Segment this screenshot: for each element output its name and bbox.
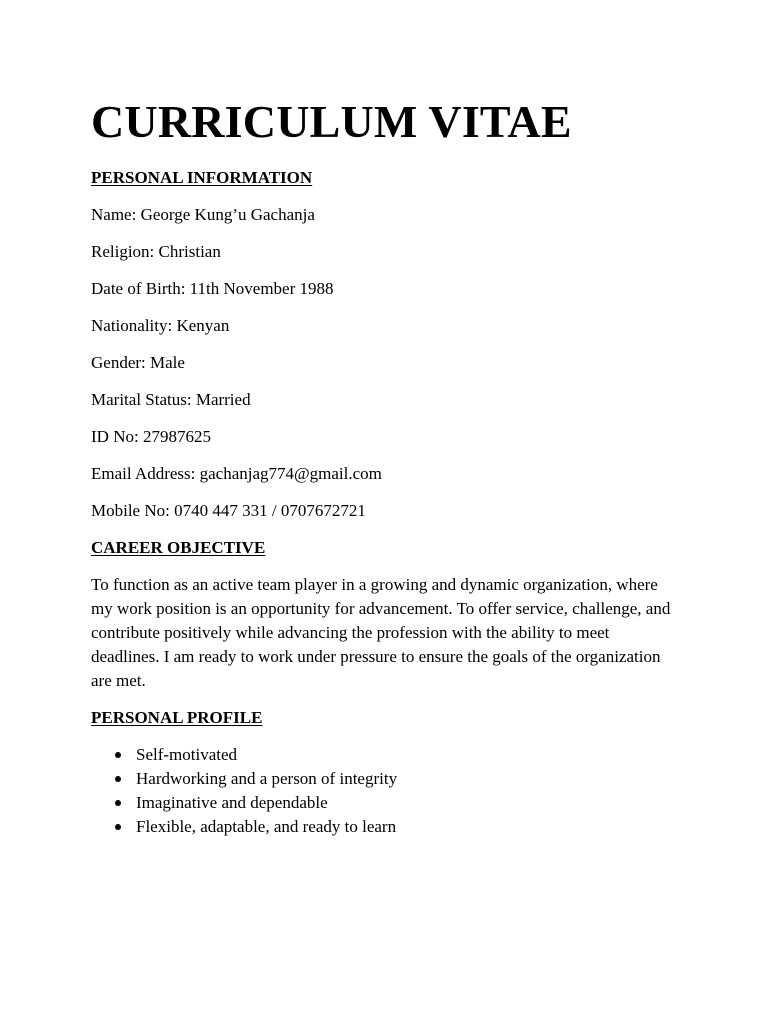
info-mobile-number: Mobile No: 0740 447 331 / 0707672721 [91,501,366,520]
bullet-icon [115,800,121,806]
list-item-text: Flexible, adaptable, and ready to learn [136,817,397,836]
list-item-text: Hardworking and a person of integrity [136,769,398,788]
info-date-of-birth: Date of Birth: 11th November 1988 [91,279,334,298]
list-item [91,743,691,767]
document-page [91,96,691,839]
bullet-icon [115,776,121,782]
list-item [91,767,691,791]
list-item [91,815,691,839]
info-email-address: Email Address: gachanjag774@gmail.com [91,464,382,483]
career-objective-text: To function as an active team player in a growing and dynamic organization, where my work position is an opportunity for advancement. To offer service, challenge, and contribute positively while advancing the profession with the ability to meet deadlines. I am ready to work under pressure to ensure the goals of the organization are met. [91,575,671,690]
bullet-icon [115,824,121,830]
document-title: CURRICULUM VITAE [91,96,572,147]
list-item-text: Self-motivated [136,745,238,764]
personal-profile-list [91,743,691,839]
bullet-icon [115,752,121,758]
info-name: Name: George Kung’u Gachanja [91,205,315,224]
list-item-text: Imaginative and dependable [136,793,328,812]
list-item [91,791,691,815]
career-objective-heading: CAREER OBJECTIVE [91,538,266,557]
personal-profile-heading: PERSONAL PROFILE [91,708,263,727]
personal-information-heading: PERSONAL INFORMATION [91,168,313,187]
info-nationality: Nationality: Kenyan [91,316,230,335]
info-marital-status: Marital Status: Married [91,390,251,409]
info-religion: Religion: Christian [91,242,221,261]
info-gender: Gender: Male [91,353,185,372]
info-id-number: ID No: 27987625 [91,427,211,446]
